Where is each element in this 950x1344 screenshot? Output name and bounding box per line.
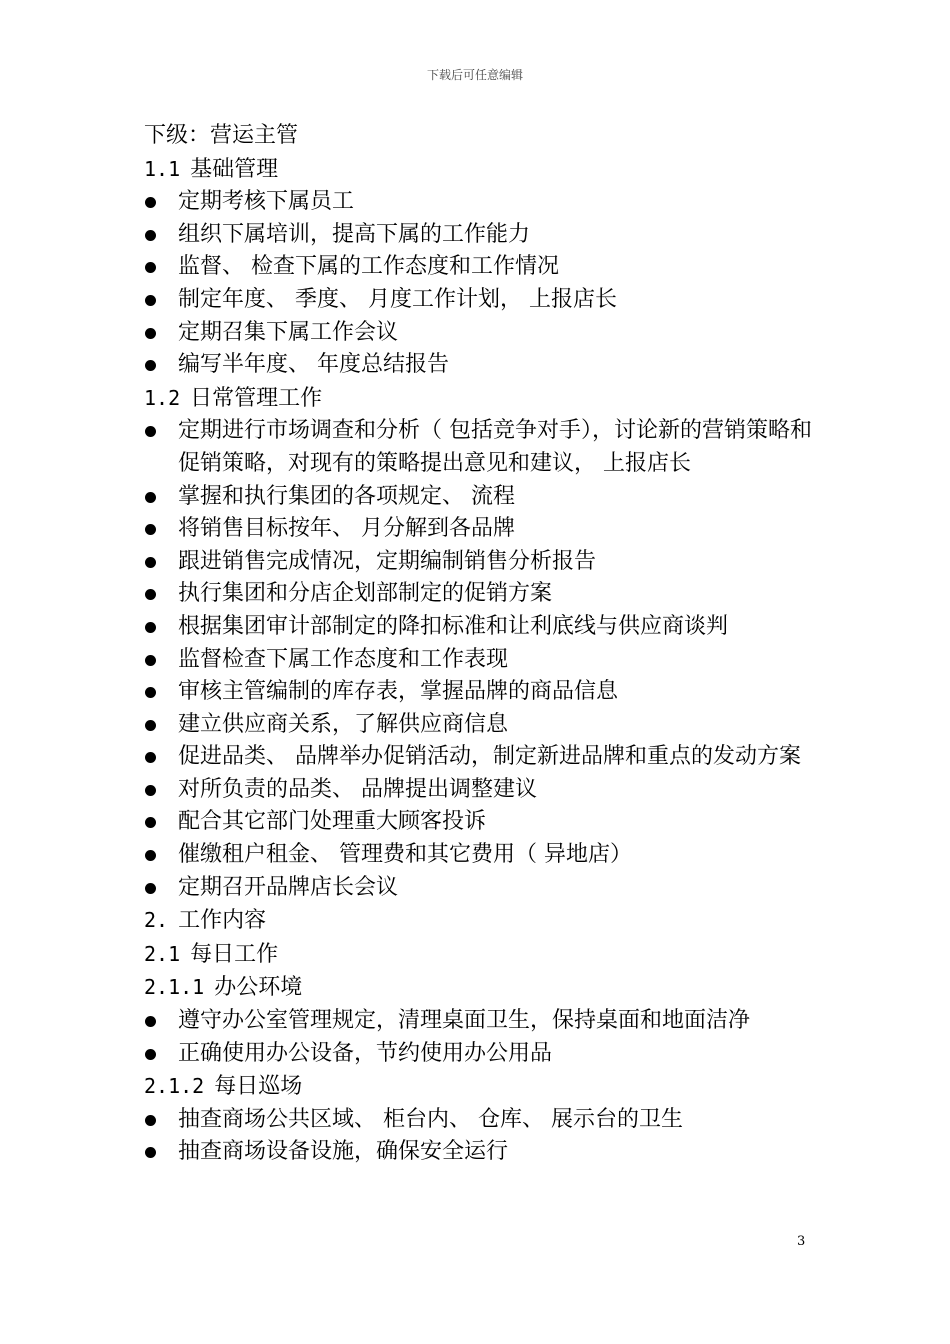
list-item-text: 正确使用办公设备，节约使用办公用品: [178, 1040, 553, 1066]
list-item: [144, 481, 824, 514]
list-item: [144, 709, 824, 742]
list-item-text: 根据集团审计部制定的降扣标准和让利底线与供应商谈判: [178, 613, 729, 639]
bullet-icon: [145, 295, 156, 306]
section-heading-1-2: [144, 382, 824, 416]
bullet-icon: [145, 589, 156, 600]
list-item-text: 定期进行市场调查和分析（ 包括竞争对手），讨论新的营销策略和促销策略，对现有的策略提出意见和建议， 上报店长: [178, 418, 812, 476]
bullet-icon: [145, 817, 156, 828]
section-title: 工作内容: [178, 908, 267, 934]
bullet-icon: [145, 622, 156, 633]
section-number: 2.1.1: [144, 975, 205, 1000]
list-item: [144, 251, 824, 284]
list-item: [144, 284, 824, 317]
bullet-icon: [145, 360, 156, 371]
bullet-icon: [145, 1115, 156, 1126]
list-item-text: 催缴租户租金、 管理费和其它费用（ 异地店）: [178, 842, 632, 868]
list-item-text: 跟进销售完成情况，定期编制销售分析报告: [178, 548, 597, 574]
list-item-text: 监督检查下属工作态度和工作表现: [178, 646, 509, 672]
list-item-text: 监督、 检查下属的工作态度和工作情况: [178, 254, 559, 280]
section-number: 1.2: [144, 385, 181, 410]
list-item-text: 建立供应商关系，了解供应商信息: [178, 711, 509, 737]
list-item-text: 掌握和执行集团的各项规定、 流程: [178, 483, 515, 509]
section-heading-2-1-1: [144, 971, 824, 1005]
subordinate-line: 下级：营运主管: [144, 123, 299, 148]
list-item-text: 配合其它部门处理重大顾客投诉: [178, 809, 487, 835]
list-item: [144, 1038, 824, 1071]
bullet-icon: [145, 262, 156, 273]
section-number: 2.: [144, 908, 169, 933]
list-item: [144, 676, 824, 709]
list-item: [144, 1136, 824, 1169]
bullet-icon: [145, 197, 156, 208]
document-body: [144, 120, 824, 1169]
bullet-icon: [145, 1147, 156, 1158]
section-title: 日常管理工作: [190, 385, 323, 411]
bullet-icon: [145, 426, 156, 437]
list-item-text: 定期考核下属员工: [178, 189, 355, 215]
bullet-icon: [145, 687, 156, 698]
list-item: [144, 578, 824, 611]
page-number: 3: [797, 1234, 806, 1249]
list-item: [144, 349, 824, 382]
list-item-text: 定期召开品牌店长会议: [178, 874, 399, 900]
list-item-text: 执行集团和分店企划部制定的促销方案: [178, 581, 553, 607]
list-item: [144, 415, 824, 480]
list-item-text: 促进品类、 品牌举办促销活动，制定新进品牌和重点的发动方案: [178, 744, 801, 770]
bullet-icon: [145, 850, 156, 861]
list-item-text: 编写半年度、 年度总结报告: [178, 352, 449, 378]
list-item: [144, 774, 824, 807]
list-item-text: 将销售目标按年、 月分解到各品牌: [178, 516, 515, 542]
list-item-text: 抽查商场公共区域、 柜台内、 仓库、 展示台的卫生: [178, 1106, 683, 1132]
list-item: [144, 186, 824, 219]
bullet-icon: [145, 785, 156, 796]
bullet-icon: [145, 328, 156, 339]
section-title: 办公环境: [214, 975, 303, 1001]
bullet-icon: [145, 752, 156, 763]
list-item-text: 抽查商场设备设施，确保安全运行: [178, 1139, 509, 1165]
section-heading-1-1: [144, 153, 824, 187]
list-item-text: 组织下属培训，提高下属的工作能力: [178, 221, 531, 247]
section-number: 2.1: [144, 941, 181, 966]
list-item-text: 遵守办公室管理规定，清理桌面卫生，保持桌面和地面洁净: [178, 1008, 751, 1034]
list-item: [144, 219, 824, 252]
section-heading-2: [144, 904, 824, 938]
section-heading-2-1-2: [144, 1070, 824, 1104]
list-item: [144, 513, 824, 546]
list-item: [144, 839, 824, 872]
list-item-text: 对所负责的品类、 品牌提出调整建议: [178, 776, 537, 802]
bullet-icon: [145, 524, 156, 535]
list-item: [144, 806, 824, 839]
list-item: [144, 317, 824, 350]
bullet-icon: [145, 720, 156, 731]
list-item: [144, 1005, 824, 1038]
bullet-icon: [145, 883, 156, 894]
bullet-icon: [145, 1016, 156, 1027]
list-item: [144, 872, 824, 905]
bullet-icon: [145, 1049, 156, 1060]
section-number: 1.1: [144, 156, 181, 181]
bullet-icon: [145, 655, 156, 666]
section-number: 2.1.2: [144, 1074, 205, 1099]
list-item: [144, 1104, 824, 1137]
page-header-note: 下载后可任意编辑: [426, 68, 523, 82]
section-title: 每日巡场: [214, 1074, 303, 1100]
list-item: [144, 741, 824, 774]
list-item-text: 定期召集下属工作会议: [178, 319, 399, 345]
section-title: 基础管理: [190, 156, 279, 182]
bullet-icon: [145, 492, 156, 503]
bullet-icon: [145, 557, 156, 568]
section-title: 每日工作: [190, 941, 279, 967]
list-item: [144, 644, 824, 677]
list-item: [144, 611, 824, 644]
list-item-text: 制定年度、 季度、 月度工作计划， 上报店长: [178, 286, 617, 312]
bullet-icon: [145, 230, 156, 241]
list-item: [144, 546, 824, 579]
list-item-text: 审核主管编制的库存表，掌握品牌的商品信息: [178, 679, 619, 705]
section-heading-2-1: [144, 938, 824, 972]
